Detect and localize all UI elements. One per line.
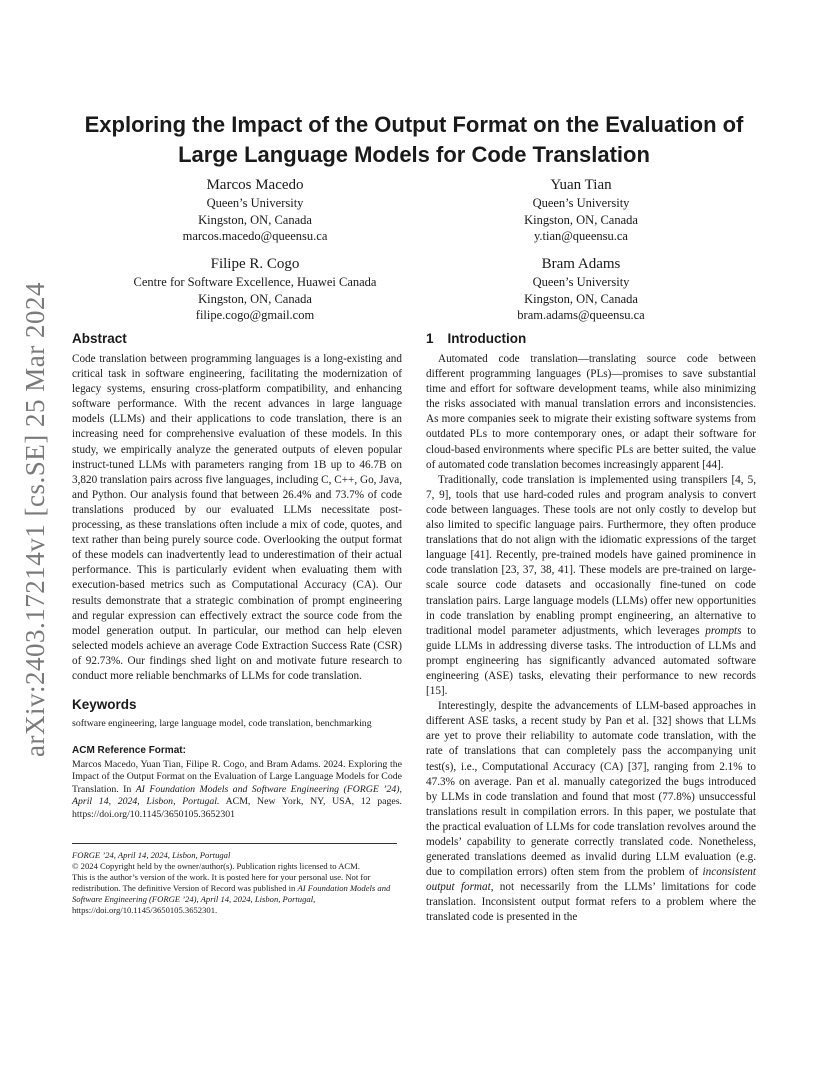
author-email: y.tian@queensu.ca bbox=[533, 229, 628, 243]
author-name: Marcos Macedo bbox=[206, 177, 304, 193]
paper-title: Exploring the Impact of the Output Format on the Evaluation of Large Language Models for Code Translation bbox=[84, 112, 744, 167]
footnote-divider bbox=[72, 843, 397, 844]
author-email: bram.adams@queensu.ca bbox=[517, 308, 645, 322]
introduction-heading bbox=[426, 330, 756, 348]
author-block-4 bbox=[456, 254, 706, 324]
acm-reference-text: Marcos Macedo, Yuan Tian, Filipe R. Cogo, and Bram Adams. 2024. Exploring the Impact of the Output Format on the Evaluation of Large Language Models for Code Translation. In AI Foundation Models and Software Engineering (FORGE ’24), April 14, 2024, Lisbon, Portugal. ACM, New York, NY, USA, 12 pages. https://doi.org/10.1145/3650105.3652301 bbox=[72, 758, 403, 820]
abstract-heading: Abstract bbox=[72, 331, 127, 346]
author-location: Kingston, ON, Canada bbox=[524, 212, 638, 227]
intro-paragraph-1: Automated code translation—translating source code between different programming languages (PLs)—promises to save substantial time and effort for software development teams, while also minimizing the risks associated with manual translation errors and inconsistencies. As more companies seek to migrate their existing software systems from outdated PLs to more contemporary ones, or adapt their software for cloud-based environments where specific PLs are better suited, the value of automated code translation becomes increasingly apparent [44]. bbox=[426, 353, 756, 471]
author-affiliation: Centre for Software Excellence, Huawei Canada bbox=[133, 275, 377, 289]
intro-paragraph-2: Traditionally, code translation is implemented using transpilers [4, 5, 7, 9], tools that use hard-coded rules and program analysis to convert code between languages. These tools are not only costly to develop but also limited to specific language pairs. Furthermore, they often produce translations that do not align with the idiomatic expressions of the target language [41]. Recently, pre-trained models have gained prominence in code translation [23, 37, 38, 41]. These models are pre-trained on large-scale source code datasets and occasionally fine-tuned on code translation pairs. Large language models (LLMs) offer new opportunities in code translation by enabling prompt engineering, an alternative to traditional model parameter adjustments, which leverages prompts to guide LLMs in addressing diverse tasks. The introduction of LLMs and prompt engineering has significantly advanced automated software engineering (ASE) tasks, elevating their performance to new records [15]. bbox=[426, 473, 757, 698]
left-column bbox=[72, 330, 402, 916]
author-email: filipe.cogo@gmail.com bbox=[195, 308, 315, 322]
author-name: Yuan Tian bbox=[550, 177, 612, 193]
author-block-3 bbox=[100, 254, 410, 324]
keywords-text: software engineering, large language model, code translation, benchmarking bbox=[72, 718, 372, 730]
author-location: Kingston, ON, Canada bbox=[524, 291, 638, 306]
intro-paragraph-3: Interestingly, despite the advancements of LLM-based approaches in different ASE tasks, a recent study by Pan et al. [32] shows that LLMs are yet to prove their reliability to automate code translation, with the rate of translations that can completely pass the accompanying unit test(s), i.e., Computational Accuracy (CA) [37], ranging from 2.1% to 47.3% on average. Pan et al. manually categorized the bugs introduced by LLMs in code translation and found that most (77.8%) unsuccessful translations result in compilation errors. In this paper, we postulate that the practical evaluation of LLMs for code translation revolves around the models’ capability to generate correctly translated code. Nonetheless, generated translations deemed as invalid during LLM evaluation (e.g. due to compilation errors) often stem from the problem of inconsistent output format, not necessarily from the LLMs’ limitations for code translation. Inconsistent output format refers to a problem where the translated code is presented in the bbox=[426, 700, 756, 924]
section-number: 1 bbox=[426, 331, 434, 346]
author-affiliation: Queen’s University bbox=[532, 275, 630, 289]
footnote-venue: FORGE ’24, April 14, 2024, Lisbon, Portugal bbox=[72, 850, 231, 861]
footnote-personal-use: This is the author’s version of the work. It is posted here for your personal use. Not for redistribution. The definitive Version of Record was published in AI Foundation Models and Software Engineering (FORGE ’24), April 14, 2024, Lisbon, Portugal, https://doi.org/10.1145/3650105.3652301. bbox=[72, 872, 391, 916]
author-affiliation: Queen’s University bbox=[206, 196, 304, 210]
keywords-heading: Keywords bbox=[72, 697, 137, 713]
author-name: Bram Adams bbox=[541, 256, 621, 272]
footnote-copyright: © 2024 Copyright held by the owner/author(s). Publication rights licensed to ACM. bbox=[72, 861, 360, 872]
right-column bbox=[426, 330, 756, 926]
copyright-footnote bbox=[72, 850, 402, 916]
acm-reference-venue: AI Foundation Models and Software Engineering (FORGE ’24), April 14, 2024, Lisbon, Portugal. bbox=[72, 783, 403, 808]
author-block-2 bbox=[456, 175, 706, 245]
arxiv-identifier: arXiv:2403.17214v1 [cs.SE] 25 Mar 2024 bbox=[20, 282, 50, 757]
author-affiliation: Queen’s University bbox=[532, 196, 630, 210]
author-block-1 bbox=[130, 175, 380, 245]
author-location: Kingston, ON, Canada bbox=[198, 212, 312, 227]
author-location: Kingston, ON, Canada bbox=[198, 291, 312, 306]
abstract-text: Code translation between programming languages is a long-existing and critical task in software engineering, facilitating the modernization of legacy systems, ensuring cross-platform compatibility, and enhancing software performance. With the recent advances in large language models (LLMs) and their applications to code translation, there is an increasing need for comprehensive evaluation of these models. In this study, we empirically analyze the generated outputs of eleven popular instruct-tuned LLMs with parameters ranging from 1B up to 46.7B on 3,820 translation pairs across five languages, including C, C++, Go, Java, and Python. Our analysis found that between 26.4% and 73.7% of code translations produced by our evaluated LLMs necessitate post-processing, as these translations often include a mix of code, quotes, and text rather than being purely source code. Overlooking the output format of these models can inadvertently lead to underestimation of their actual performance. This is particularly evident when evaluating them with execution-based metrics such as Computational Accuracy (CA). Our results demonstrate that a strategic combination of prompt engineering and regular expression can effectively extract the source code from the model generation output. In particular, our method can help eleven selected models achieve an average Code Extraction Success Rate (CSR) of 92.73%. Our findings shed light on and motivate future research to conduct more reliable benchmarks of LLMs for code translation. bbox=[72, 353, 402, 682]
author-name: Filipe R. Cogo bbox=[210, 256, 300, 272]
section-title: Introduction bbox=[447, 331, 527, 346]
author-email: marcos.macedo@queensu.ca bbox=[182, 229, 328, 243]
acm-reference-heading: ACM Reference Format: bbox=[72, 744, 186, 756]
